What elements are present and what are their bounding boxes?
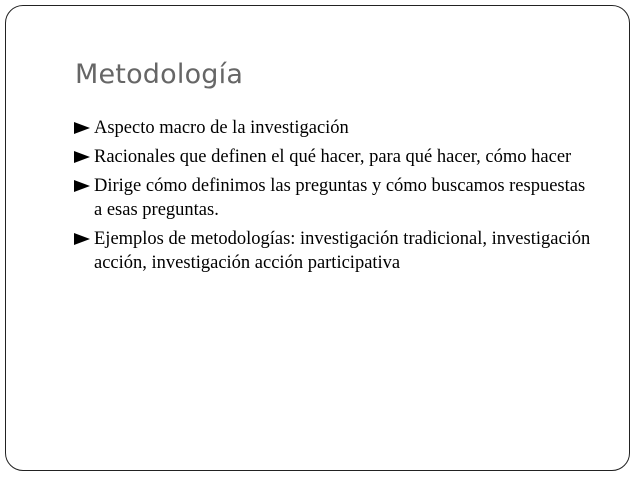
triangle-bullet-icon [74,151,90,163]
bullet-item [74,145,594,169]
triangle-bullet-icon [74,233,90,245]
slide [5,5,630,471]
bullet-item [74,116,594,140]
bullet-text: Aspecto macro de la investigación [94,118,349,138]
bullet-item [74,174,594,222]
bullet-list [74,116,594,280]
triangle-bullet-icon [74,180,90,192]
slide-title: Metodología [75,59,244,90]
bullet-text: Racionales que definen el qué hacer, para qué hacer, cómo hacer [94,147,572,167]
bullet-text: Ejemplos de metodologías: investigación tradicional, investigación acción, investigación acción participativa [94,229,591,273]
bullet-text: Dirige cómo definimos las preguntas y cómo buscamos respuestas a esas preguntas. [94,176,586,220]
triangle-bullet-icon [74,122,90,134]
bullet-item [74,227,594,275]
